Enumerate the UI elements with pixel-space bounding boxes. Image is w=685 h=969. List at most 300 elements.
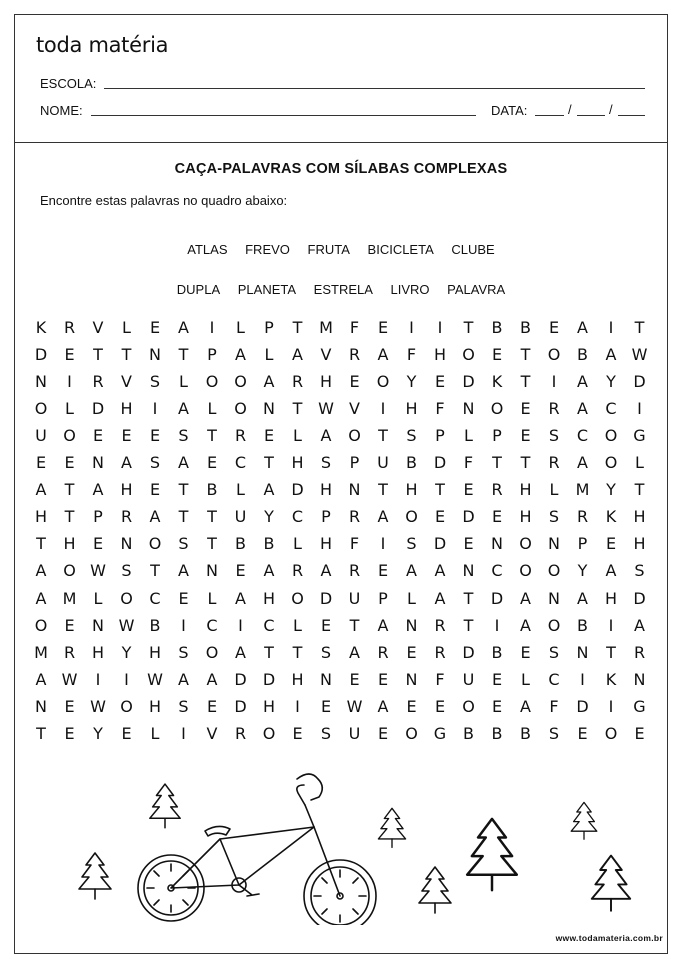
grid-letter: D [576,696,589,716]
grid-letter: A [178,398,189,418]
grid-letter: H [319,480,333,500]
brand-logo: toda matéria [36,33,169,57]
grid-letter: I [295,696,300,716]
grid-letter: O [519,534,532,554]
grid-letter: S [149,371,161,391]
grid-letter: O [262,724,276,743]
grid-letter: N [405,669,418,689]
grid-letter: T [634,480,645,500]
grid-letter: T [93,344,103,364]
grid-letter: A [577,453,588,472]
grid-letter: C [576,425,589,445]
pine-tree-icon [419,867,451,913]
grid-letter: A [634,615,645,635]
grid-letter: Y [606,480,616,500]
grid-letter: S [548,724,560,743]
grid-letter: K [605,669,617,689]
grid-letter: K [605,507,617,527]
grid-letter: R [234,425,247,445]
grid-letter: T [36,534,46,554]
grid-letter: T [463,588,474,608]
grid-letter: H [291,669,304,689]
grid-letter: P [207,344,217,364]
grid-letter: N [491,534,503,554]
activity-title: CAÇA-PALAVRAS COM SÍLABAS COMPLEXAS [174,161,508,177]
grid-letter: I [380,398,386,418]
grid-letter: H [519,480,532,500]
grid-letter: B [520,724,531,743]
grid-letter: M [575,480,590,500]
grid-letter: E [491,344,503,364]
grid-letter: T [520,371,531,391]
grid-letter: V [206,724,218,743]
grid-letter: B [406,453,417,472]
grid-letter: B [491,317,503,337]
word-to-find: FREVO [245,242,290,257]
grid-letter: A [263,371,275,391]
grid-letter: T [463,317,474,337]
grid-letter: O [120,696,133,716]
grid-letter: A [206,669,218,689]
grid-letter: Y [577,561,588,581]
grid-letter: O [547,615,561,635]
grid-letter: N [320,669,332,689]
grid-letter: B [577,615,588,635]
grid-letter: U [35,425,47,445]
grid-letter: O [34,398,48,418]
grid-letter: O [234,398,247,418]
grid-letter: N [405,615,418,635]
grid-letter: C [149,588,161,608]
grid-letter: H [633,534,646,554]
grid-letter: N [462,398,475,418]
grid-letter: E [377,724,389,743]
grid-letter: V [92,317,104,337]
grid-letter: E [121,425,132,445]
grid-letter: T [207,425,217,445]
footer-url[interactable]: www.todamateria.com.br [555,933,663,943]
grid-letter: E [406,696,417,716]
grid-letter: W [118,615,135,635]
grid-letter: I [551,371,557,391]
grid-letter: A [235,588,246,608]
grid-letter: O [405,724,418,743]
grid-letter: T [121,344,132,364]
grid-letter: A [605,561,617,581]
grid-letter: N [35,371,47,391]
school-field[interactable] [104,88,645,89]
date-label: DATA: [491,103,528,118]
grid-letter: I [637,398,642,418]
grid-letter: A [520,696,531,716]
grid-letter: D [433,453,447,472]
word-list-row-1 [14,242,668,257]
word-to-find: CLUBE [451,242,495,257]
grid-letter: R [633,642,646,662]
grid-letter: A [178,453,189,472]
grid-letter: R [491,480,503,500]
grid-letter: O [291,588,304,608]
word-to-find: ESTRELA [313,282,373,297]
grid-letter: E [121,724,132,743]
grid-letter: H [604,588,618,608]
grid-letter: K [491,371,503,391]
grid-letter: F [349,534,360,554]
grid-letter: E [434,371,446,391]
grid-letter: Y [406,371,417,391]
grid-letter: E [320,615,332,635]
grid-letter: T [435,480,445,500]
grid-letter: T [36,724,46,743]
grid-letter: N [633,669,646,689]
grid-letter: W [90,561,106,581]
grid-letter: A [577,371,588,391]
grid-letter: H [148,642,162,662]
grid-letter: E [491,696,503,716]
grid-letter: N [348,480,361,500]
grid-letter: B [235,534,246,554]
grid-letter: T [178,507,189,527]
name-field[interactable] [91,115,476,116]
grid-letter: L [293,534,302,554]
grid-letter: O [63,561,76,581]
grid-letter: L [293,425,302,445]
grid-letter: T [634,317,645,337]
grid-letter: N [149,344,161,364]
grid-letter: E [377,561,389,581]
grid-letter: B [206,480,218,500]
grid-letter: T [64,480,75,500]
grid-letter: H [319,534,333,554]
grid-letter: B [263,534,275,554]
grid-letter: S [320,642,332,662]
grid-letter: R [348,507,361,527]
grid-letter: N [92,615,104,635]
grid-letter: W [318,398,334,418]
pine-tree-icon [79,853,111,899]
grid-letter: A [377,507,389,527]
grid-letter: L [93,588,103,608]
grid-letter: V [349,398,360,418]
grid-letter: E [64,344,75,364]
grid-letter: E [35,453,47,472]
grid-letter: K [35,317,47,337]
grid-letter: N [263,398,275,418]
grid-letter: T [292,398,303,418]
grid-letter: P [349,453,360,472]
grid-letter: S [548,507,560,527]
grid-letter: E [491,669,503,689]
grid-letter: F [435,398,445,418]
grid-letter: E [149,317,161,337]
grid-letter: C [548,669,560,689]
grid-letter: W [631,344,648,364]
grid-letter: A [434,561,446,581]
grid-letter: A [520,588,531,608]
grid-letter: E [64,724,75,743]
grid-letter: E [292,724,303,743]
grid-letter: H [91,642,105,662]
grid-letter: E [434,696,446,716]
grid-letter: L [635,453,644,472]
grid-letter: D [433,534,447,554]
grid-letter: E [406,642,417,662]
grid-letter: D [91,398,105,418]
grid-letter: O [405,507,418,527]
grid-letter: L [549,480,559,500]
grid-letter: D [633,588,646,608]
grid-letter: T [349,615,360,635]
name-label: NOME: [40,103,83,118]
grid-letter: H [405,480,418,500]
grid-letter: B [577,344,588,364]
grid-letter: I [67,371,72,391]
grid-letter: L [236,480,245,500]
grid-letter: R [291,371,304,391]
grid-letter: A [577,317,588,337]
grid-letter: A [377,615,389,635]
grid-letter: B [491,642,503,662]
grid-letter: E [64,615,75,635]
grid-letter: L [521,669,530,689]
grid-letter: W [346,696,363,716]
grid-letter: H [34,507,48,527]
grid-letter: U [377,453,389,472]
grid-letter: N [462,561,475,581]
grid-letter: S [149,453,161,472]
activity-instruction: Encontre estas palavras no quadro abaixo: [40,193,288,208]
grid-letter: S [178,534,189,554]
grid-letter: O [120,588,133,608]
grid-letter: G [433,724,447,743]
grid-letter: E [64,696,75,716]
grid-letter: F [463,453,474,472]
grid-letter: S [548,642,560,662]
grid-letter: S [406,534,417,554]
school-label: ESCOLA: [40,76,97,91]
grid-letter: R [234,724,247,743]
grid-letter: O [462,344,475,364]
grid-letter: I [209,317,215,337]
grid-letter: T [520,453,531,472]
grid-letter: L [207,588,217,608]
grid-letter: I [494,615,500,635]
grid-letter: S [178,425,189,445]
grid-letter: D [319,588,333,608]
grid-letter: E [634,724,645,743]
grid-letter: H [519,507,532,527]
date-day-field[interactable] [535,115,564,116]
grid-letter: E [349,371,360,391]
pine-tree-icon [592,856,630,911]
grid-letter: F [549,696,559,716]
grid-letter: H [120,480,133,500]
illustration [14,765,668,925]
grid-letter: E [520,425,531,445]
grid-letter: E [520,398,531,418]
word-list-row-2 [14,282,668,297]
grid-letter: E [605,534,617,554]
grid-letter: U [234,507,247,527]
grid-letter: O [490,398,504,418]
grid-letter: P [492,425,502,445]
date-month-field[interactable] [577,115,605,116]
grid-letter: S [634,561,645,581]
grid-letter: A [349,642,360,662]
pine-tree-icon [571,802,597,839]
grid-letter: T [207,507,217,527]
grid-letter: E [263,425,275,445]
grid-letter: A [35,561,47,581]
grid-letter: H [291,453,304,472]
grid-letter: L [179,371,188,391]
grid-letter: E [320,696,332,716]
grid-letter: R [434,642,446,662]
grid-letter: H [633,507,646,527]
grid-letter: A [235,642,246,662]
grid-letter: H [262,588,276,608]
grid-letter: L [264,344,274,364]
grid-letter: C [491,561,503,581]
grid-letter: A [178,669,189,689]
grid-letter: W [90,696,106,716]
word-to-find: PALAVRA [447,282,506,297]
grid-letter: L [407,588,416,608]
grid-letter: O [234,371,247,391]
grid-letter: O [547,344,561,364]
grid-letter: Y [93,724,103,743]
grid-letter: P [378,588,388,608]
grid-letter: H [148,696,162,716]
grid-letter: O [348,425,361,445]
grid-letter: A [263,480,275,500]
grid-letter: O [604,724,618,743]
word-to-find: FRUTA [307,242,350,257]
grid-letter: N [206,561,218,581]
grid-letter: L [65,398,74,418]
bicycle-icon [138,774,376,925]
date-separator: / [609,102,613,117]
grid-letter: S [121,561,132,581]
grid-letter: D [462,371,475,391]
grid-letter: E [149,425,161,445]
grid-letter: I [437,317,443,337]
grid-letter: I [580,669,585,689]
grid-letter: U [348,588,361,608]
grid-letter: A [178,317,189,337]
grid-letter: B [520,317,531,337]
grid-letter: A [263,561,275,581]
grid-letter: I [152,398,158,418]
grid-letter: O [519,561,532,581]
grid-letter: R [377,642,389,662]
grid-letter: V [121,371,132,391]
grid-letter: S [178,696,189,716]
grid-letter: O [205,642,219,662]
grid-letter: R [548,398,560,418]
grid-letter: P [435,425,445,445]
grid-letter: S [406,425,417,445]
grid-letter: E [377,317,389,337]
grid-letter: M [319,317,333,337]
word-to-find: DUPLA [176,282,221,297]
grid-letter: D [462,642,475,662]
grid-letter: E [178,588,189,608]
grid-letter: R [120,507,133,527]
grid-letter: B [491,724,503,743]
grid-letter: A [520,615,531,635]
grid-letter: E [463,480,474,500]
grid-letter: M [62,588,77,608]
grid-letter: N [92,453,104,472]
grid-letter: O [376,371,390,391]
grid-letter: E [235,561,246,581]
grid-letter: L [293,615,302,635]
grid-letter: T [492,453,502,472]
grid-letter: A [406,561,417,581]
grid-letter: C [263,615,275,635]
grid-letter: P [93,507,103,527]
grid-letter: I [238,615,243,635]
grid-letter: E [520,642,531,662]
grid-letter: D [34,344,48,364]
grid-letter: I [181,615,186,635]
grid-letter: O [604,425,618,445]
grid-letter: B [463,724,474,743]
grid-letter: A [35,480,47,500]
grid-letter: N [548,534,560,554]
grid-letter: R [63,317,76,337]
grid-letter: E [149,480,161,500]
word-to-find: PLANETA [237,282,297,297]
grid-letter: A [35,669,47,689]
grid-letter: A [178,561,189,581]
grid-letter: O [547,561,561,581]
grid-letter: R [434,615,446,635]
grid-letter: T [64,507,75,527]
grid-letter: T [292,642,303,662]
grid-letter: R [348,561,361,581]
grid-letter: A [292,344,303,364]
grid-letter: T [378,480,388,500]
grid-letter: Y [606,371,616,391]
grid-letter: A [577,398,588,418]
grid-letter: I [124,669,129,689]
grid-letter: C [291,507,304,527]
grid-letter: G [633,696,646,716]
pine-tree-icon [378,808,405,847]
grid-letter: D [633,371,646,391]
grid-letter: D [234,696,247,716]
grid-letter: H [319,371,333,391]
grid-letter: T [207,534,217,554]
grid-letter: G [633,425,646,445]
grid-letter: E [463,534,474,554]
grid-letter: E [577,724,588,743]
grid-letter: I [608,317,614,337]
grid-letter: A [35,588,47,608]
grid-letter: L [236,317,245,337]
date-year-field[interactable] [618,115,645,116]
grid-letter: Y [264,507,274,527]
grid-letter: C [605,398,617,418]
grid-letter: V [320,344,332,364]
grid-letter: A [121,453,132,472]
grid-letter: R [63,642,76,662]
grid-letter: E [434,507,446,527]
grid-letter: I [608,696,614,716]
grid-letter: H [120,398,133,418]
